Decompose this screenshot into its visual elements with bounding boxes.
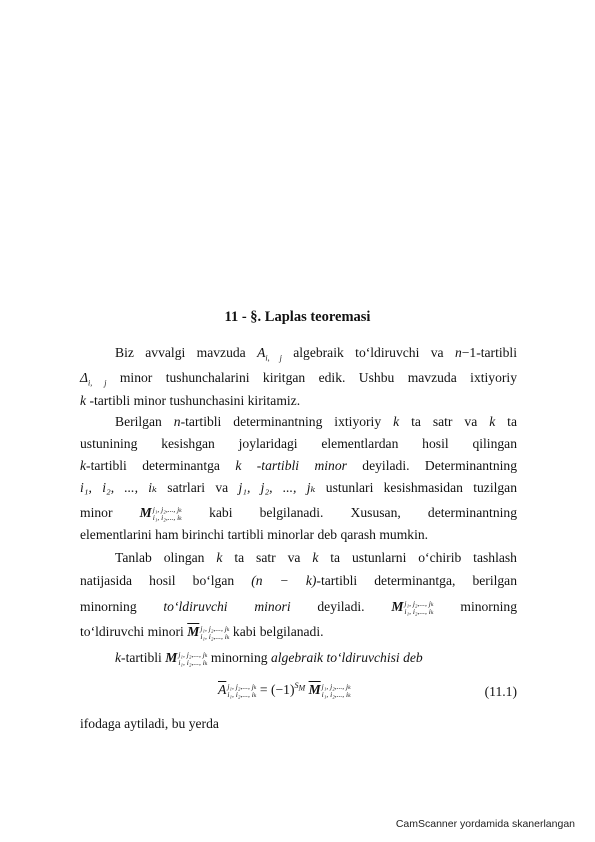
text: -tartibli determinantning ixtiyoriy <box>180 414 394 429</box>
text: Biz avvalgi mavzuda <box>115 345 258 360</box>
symbol-n-minus-k: (n − k) <box>251 573 317 588</box>
paragraph-line <box>115 344 517 362</box>
symbol-i-list: i₁, i₂, ..., iₖ <box>80 480 158 495</box>
text: ta satr va <box>222 550 313 565</box>
paragraph-line <box>80 457 517 475</box>
symbol-algebraic-complement: $\overline{A}$ j₁, j₂,..., jₖ i₁, i₂,..., iₖ <box>218 681 257 699</box>
symbol-minor-m: M j₁, j₂,..., jₖ i₁, i₂,..., iₖ <box>165 649 208 667</box>
text: minorning <box>80 599 164 614</box>
text: = (−1) <box>256 682 295 697</box>
text: to‘ldiruvchi minori <box>80 624 188 639</box>
text: minor tushunchalarini kiritgan edik. Ushbu mavzuda ixtiyoriy <box>106 370 517 385</box>
equation-number: (11.1) <box>484 684 517 699</box>
text: ta ustunlarni o‘chirib tashlash <box>318 550 517 565</box>
text: algebraik to‘ldiruvchi va <box>281 345 455 360</box>
text: ustunining kesishgan joylaridagi elementlardan hosil qilingan <box>80 436 517 451</box>
paragraph-line <box>80 623 517 641</box>
paragraph-line <box>80 526 517 544</box>
text: ustunlari kesishmasidan tuzilgan <box>315 480 518 495</box>
text: elementlarini ham birinchi tartibli minorlar deb qarash mumkin. <box>80 527 429 542</box>
text: minorning <box>207 650 271 665</box>
paragraph-line <box>115 549 517 567</box>
text: ta <box>495 414 517 429</box>
symbol-k: k <box>80 458 87 473</box>
text: -tartibli determinantga, berilgan <box>316 573 517 588</box>
text: natijasida hosil bo‘lgan <box>80 573 252 588</box>
text: Tanlab olingan <box>115 550 217 565</box>
text: −1 <box>461 345 477 360</box>
text: -tartibli minor tushunchasini kiritamiz. <box>86 393 301 408</box>
text: Berilgan <box>115 414 174 429</box>
paragraph-line <box>80 392 517 410</box>
paragraph-line <box>115 413 517 431</box>
symbol-minor-m: M j₁, j₂,..., jₖ i₁, i₂,..., iₖ <box>391 598 434 616</box>
text: deyiladi. Determinantning <box>346 458 517 473</box>
paragraph-line <box>80 572 517 590</box>
text: -tartibli <box>121 650 166 665</box>
paragraph-line <box>80 435 517 453</box>
paragraph-line <box>115 649 517 667</box>
symbol-k: k <box>115 650 122 665</box>
term-italic: to‘ldiruvchi minori <box>163 599 291 614</box>
symbol-k: k <box>489 414 496 429</box>
text: -tartibli determinantga <box>86 458 236 473</box>
symbol-j-list: j₁, j₂, ..., jₖ <box>238 480 316 495</box>
exponent: SM <box>294 681 306 694</box>
paragraph-line <box>80 369 517 387</box>
term-italic: algebraik to‘ldiruvchisi deb <box>270 650 423 665</box>
text: ifodaga aytiladi, bu yerda <box>80 716 219 731</box>
paragraph-line <box>80 715 517 733</box>
symbol-k: k <box>80 393 87 408</box>
text: deyiladi. <box>290 599 392 614</box>
symbol-minor-m: M j₁, j₂,..., jₖ i₁, i₂,..., iₖ <box>139 504 182 522</box>
symbol-complement-minor: $\overline{M}$ j₁, j₂,..., jₖ i₁, i₂,..., iₖ <box>187 623 230 641</box>
symbol-k: k <box>393 414 400 429</box>
text: ta satr va <box>399 414 490 429</box>
text: minorning <box>433 599 518 614</box>
scanner-watermark: CamScanner yordamida skanerlangan <box>395 818 575 830</box>
text: kabi belgilanadi. Xususan, determinantning <box>181 505 517 520</box>
symbol-delta: $\Delta_{i, j}$ <box>80 370 107 388</box>
section-title: 11 - §. Laplas teoremasi <box>224 309 371 325</box>
term-italic: k -tartibli minor <box>235 458 347 473</box>
paragraph-line <box>80 598 517 616</box>
text: satrlari va <box>157 480 239 495</box>
text: kabi belgilanadi. <box>229 624 324 639</box>
symbol-k: k <box>312 550 319 565</box>
symbol-complement-minor: $\overline{M}$ j₁, j₂,..., jₖ i₁, i₂,..., iₖ <box>308 681 351 699</box>
paragraph-line <box>80 479 517 497</box>
symbol-a: $A_{i, j}$ <box>257 345 282 363</box>
text: -tartibli <box>476 345 517 360</box>
symbol-n: n <box>173 414 181 429</box>
paragraph-line <box>80 504 517 522</box>
text: minor <box>80 505 140 520</box>
symbol-k: k <box>216 550 223 565</box>
symbol-n: n <box>454 345 462 360</box>
